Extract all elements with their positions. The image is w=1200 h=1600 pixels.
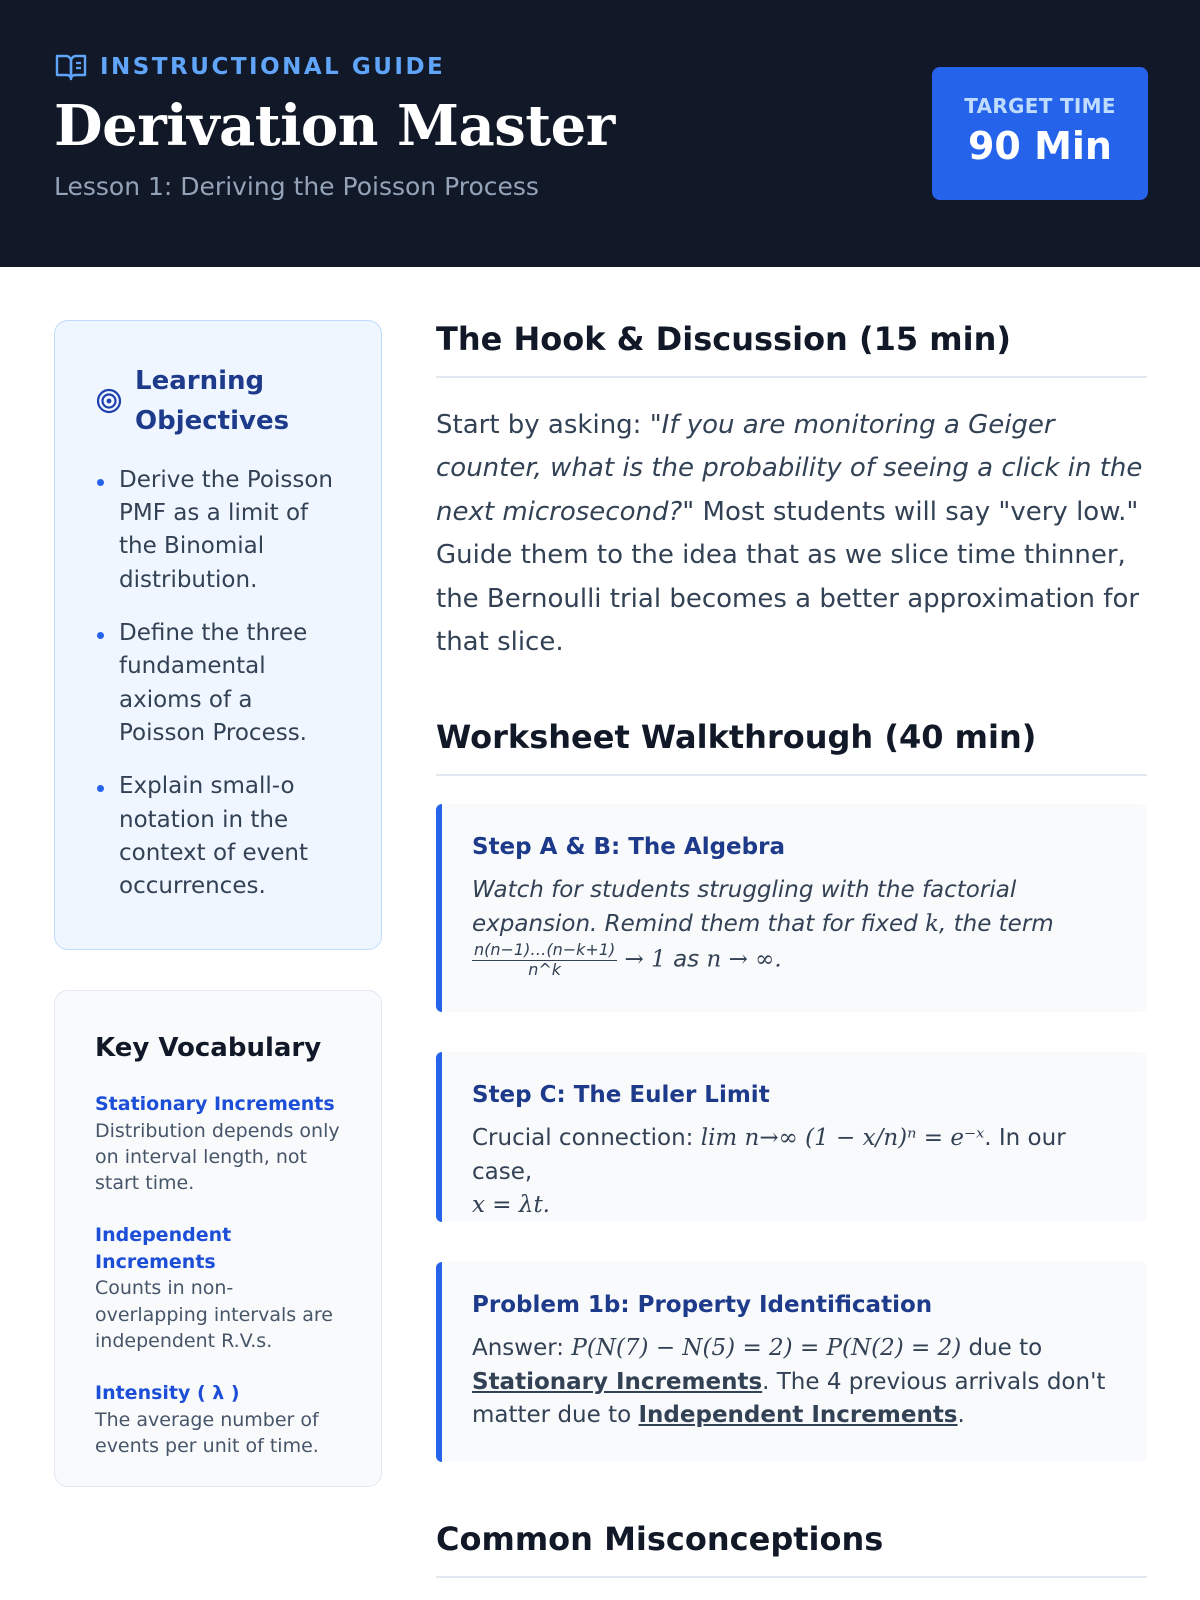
term-definition: The average number of events per unit of time.	[95, 1408, 319, 1457]
independent-increments-link[interactable]: Independent Increments	[638, 1402, 958, 1429]
vocab-term	[95, 1222, 341, 1354]
main-content	[436, 320, 1147, 1578]
vocab-term	[95, 1380, 341, 1459]
hook-section-title: The Hook & Discussion (15 min)	[436, 320, 1147, 378]
misconceptions-section-title: Common Misconceptions	[436, 1520, 1147, 1578]
step-card-euler	[436, 1052, 1147, 1222]
math-formula: P(N(7) − N(5) = 2) = P(N(2) = 2)	[571, 1335, 962, 1362]
book-icon	[54, 52, 88, 82]
eyebrow-label: INSTRUCTIONAL GUIDE	[100, 54, 446, 80]
list-item: Define the three fundamental axioms of a Poisson Process.	[95, 617, 341, 750]
math-formula: x = λt.	[472, 1192, 550, 1219]
step-title: Step C: The Euler Limit	[472, 1082, 770, 1109]
hook-lead: Start by asking:	[436, 410, 650, 440]
worksheet-section-title: Worksheet Walkthrough (40 min)	[436, 718, 1147, 776]
term-name: Independent Increments	[95, 1224, 232, 1273]
step-text: Watch for students struggling with the factorial expansion. Remind them that for fixed	[472, 877, 1017, 937]
step-text: , the term	[938, 910, 1054, 937]
page-subtitle: Lesson 1: Deriving the Poisson Process	[54, 171, 539, 201]
target-time-label: TARGET TIME	[964, 94, 1116, 118]
term-definition: Distribution depends only on interval length, not start time.	[95, 1119, 340, 1195]
math-limit: n → ∞.	[699, 946, 782, 973]
step-text: . The 4 previous arrivals don't matter due to	[472, 1368, 1106, 1429]
page-title: Derivation Master	[54, 93, 615, 159]
step-body	[472, 874, 1117, 978]
hook-paragraph	[436, 404, 1147, 664]
sidebar	[54, 320, 382, 1487]
step-text: . In our case,	[472, 1125, 1066, 1185]
fraction-denominator: n^k	[528, 959, 562, 979]
step-text: as	[673, 946, 700, 973]
step-text: .	[957, 1402, 965, 1429]
step-card-algebra	[436, 804, 1147, 1012]
math-arrow: → 1	[617, 946, 674, 973]
objectives-title: Learning Objectives	[135, 366, 290, 437]
step-text: Crucial connection:	[472, 1125, 701, 1152]
list-item: Derive the Poisson PMF as a limit of the Binomial distribution.	[95, 464, 341, 597]
vocabulary-title: Key Vocabulary	[95, 1033, 322, 1063]
vocab-term	[95, 1091, 341, 1196]
stationary-increments-link[interactable]: Stationary Increments	[472, 1368, 763, 1395]
step-body	[472, 1122, 1117, 1222]
target-icon	[95, 387, 123, 415]
step-body	[472, 1332, 1117, 1432]
term-definition: Counts in non-overlapping intervals are independent R.V.s.	[95, 1277, 333, 1352]
hook-rest: Most students will say "very low." Guide them to the idea that as we slice time thinner, the Bernoulli trial becomes a better approximation for that slice.	[436, 496, 1140, 658]
list-item: Explain small-o notation in the context of event occurrences.	[95, 770, 341, 903]
hook-quote: "If you are monitoring a Geiger counter, what is the probability of seeing a click in the next microsecond?"	[436, 410, 1143, 527]
fraction-numerator: n(n−1)…(n−k+1)	[474, 940, 616, 960]
step-title: Step A & B: The Algebra	[472, 834, 785, 861]
objectives-list	[95, 464, 341, 904]
key-vocabulary-card	[54, 990, 382, 1487]
target-time-badge	[932, 67, 1148, 200]
term-name: Stationary Increments	[95, 1093, 335, 1115]
step-text: Answer:	[472, 1335, 572, 1362]
page-header	[0, 0, 1200, 267]
fraction	[472, 941, 617, 979]
term-name: Intensity ( λ )	[95, 1382, 240, 1405]
step-card-problem-1b	[436, 1262, 1147, 1462]
math-k: k	[925, 910, 939, 937]
step-title: Problem 1b: Property Identification	[472, 1292, 933, 1319]
target-time-value: 90 Min	[967, 124, 1112, 168]
step-text: due to	[961, 1335, 1043, 1362]
learning-objectives-card	[54, 320, 382, 950]
math-formula: lim n→∞ (1 − x/n)ⁿ = e⁻ˣ	[700, 1125, 985, 1152]
